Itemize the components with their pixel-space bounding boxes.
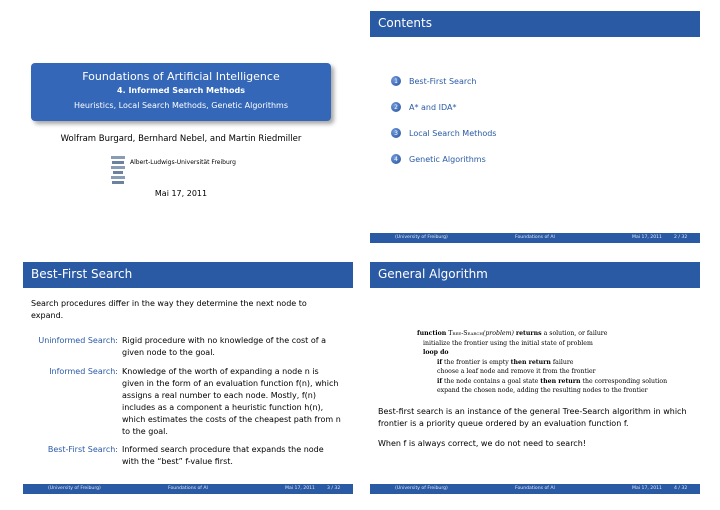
algo-choose: choose a leaf node and remove it from the frontier <box>437 368 596 375</box>
university-name: Albert-Ludwigs-Universität Freiburg <box>130 159 236 166</box>
algo-expand: expand the chosen node, adding the resulting nodes to the frontier <box>437 387 648 394</box>
toc-item-astar[interactable] <box>391 101 456 113</box>
slide-contents <box>370 11 700 243</box>
footer-title: Foundations of AI <box>515 486 555 491</box>
def-uninformed: Rigid procedure with no knowledge of the cost of a given node to the goal. <box>122 336 326 357</box>
toc-item-best-first[interactable] <box>391 75 476 87</box>
toc-label: Local Search Methods <box>409 128 497 138</box>
lecture-subtitle: 4. Informed Search Methods <box>117 86 245 95</box>
def-informed: Knowledge of the worth of expanding a node n is given in the form of an evaluation function f(n), which assigns a real number to each node. Mostly, f(n) includes as a component a heuristic function h(n), which estimates the costs of the cheapest path from n to the goal. <box>122 367 341 436</box>
lecture-date: Mai 17, 2011 <box>154 189 208 198</box>
term-best-first: Best-First Search: <box>47 445 118 454</box>
slide-title <box>23 11 353 243</box>
slide-footer <box>370 484 700 494</box>
toc-label: A* and IDA* <box>409 102 457 112</box>
algo-loop: loop do <box>423 349 449 356</box>
toc-item-genetic[interactable] <box>391 153 486 165</box>
footer-university: (University of Freiburg) <box>48 486 101 491</box>
algo-init: initialize the frontier using the initial state of problem <box>423 339 593 347</box>
footer-university: (University of Freiburg) <box>395 486 448 491</box>
slide-best-first-search <box>23 262 353 494</box>
toc-label: Genetic Algorithms <box>409 154 486 164</box>
lecture-topics: Heuristics, Local Search Methods, Genetic Algorithms <box>73 101 289 110</box>
algo-signature: function Tree-Search(problem) returns a solution, or failure <box>417 330 608 337</box>
term-uninformed: Uninformed Search: <box>38 336 118 345</box>
intro-text: Search procedures differ in the way they determine the next node to expand. <box>31 299 307 320</box>
authors: Wolfram Burgard, Bernhard Nebel, and Martin Riedmiller <box>60 134 302 144</box>
slide-footer <box>370 233 700 243</box>
toc-number: 2 <box>391 102 401 112</box>
toc-number: 4 <box>391 154 401 164</box>
algorithm-pseudocode <box>417 329 682 396</box>
algo-remark: When f is always correct, we do not need to search! <box>378 439 586 448</box>
toc-item-local-search[interactable] <box>391 127 496 139</box>
algo-explanation: Best-first search is an instance of the general Tree-Search algorithm in which frontier is a priority queue ordered by an evaluation function f. <box>378 407 687 428</box>
university-seal-icon <box>110 154 126 186</box>
algo-check-empty: if the frontier is empty then return failure <box>437 358 574 366</box>
slide-footer <box>23 484 353 494</box>
footer-title: Foundations of AI <box>515 235 555 240</box>
footer-page: 3 / 32 <box>327 486 341 491</box>
toc-number: 3 <box>391 128 401 138</box>
footer-page: 2 / 32 <box>674 235 688 240</box>
footer-date: Mai 17, 2011 <box>632 486 662 491</box>
toc-number: 1 <box>391 76 401 86</box>
footer-page: 4 / 32 <box>674 486 688 491</box>
footer-date: Mai 17, 2011 <box>285 486 315 491</box>
footer-title: Foundations of AI <box>168 486 208 491</box>
title-box <box>31 63 331 121</box>
course-title: Foundations of Artificial Intelligence <box>82 70 280 83</box>
footer-date: Mai 17, 2011 <box>632 235 662 240</box>
algo-goal-test: if the node contains a goal state then return the corresponding solution <box>437 377 668 385</box>
term-informed: Informed Search: <box>49 367 118 376</box>
slide-header: Best-First Search <box>23 262 353 288</box>
slide-header: General Algorithm <box>370 262 700 288</box>
def-best-first: Informed search procedure that expands the node with the “best” f-value first. <box>122 445 324 466</box>
footer-university: (University of Freiburg) <box>395 235 448 240</box>
slide-header: Contents <box>370 11 700 37</box>
slide-general-algorithm <box>370 262 700 494</box>
toc-label: Best-First Search <box>409 76 477 86</box>
